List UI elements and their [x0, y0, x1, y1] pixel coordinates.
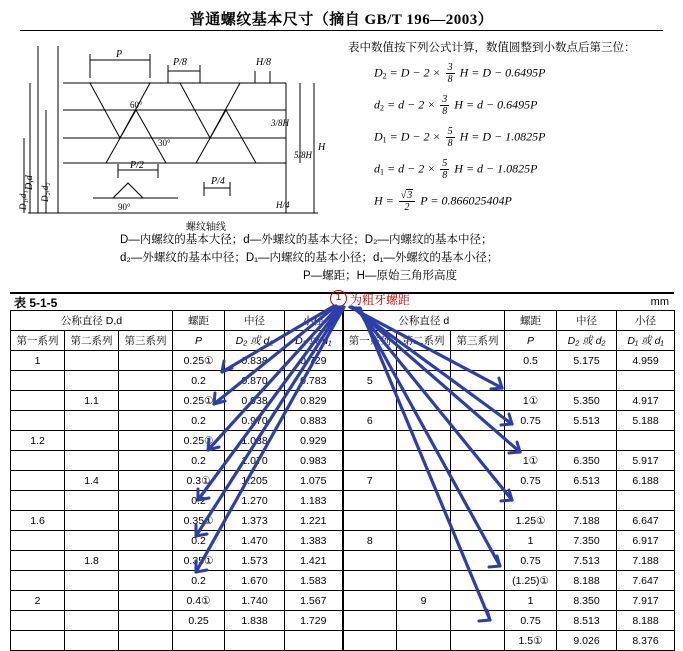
cell-series1-right — [343, 351, 397, 371]
cell-series2-left — [65, 371, 119, 391]
cell-series2-right — [397, 491, 451, 511]
table-row — [11, 391, 675, 411]
cell-pitch-left: 0.35① — [173, 511, 225, 531]
cell-pitch-left: 0.2 — [173, 411, 225, 431]
cell-minor-left: 1.583 — [285, 571, 343, 591]
header-pitch-right: 螺距 — [505, 311, 557, 331]
table-row — [11, 491, 675, 511]
header-series1-right: 第一系列 — [343, 331, 397, 351]
header-minor-sym-left: D₁ 或 d₁ — [285, 331, 343, 351]
cell-series2-right — [397, 551, 451, 571]
cell-series3-left — [119, 451, 173, 471]
svg-text:D₂,d₂: D₂,d₂ — [40, 182, 50, 202]
cell-pitch-left: 0.2 — [173, 451, 225, 471]
svg-text:P/8: P/8 — [173, 57, 187, 68]
cell-series3-right — [451, 551, 505, 571]
cell-mid-left: 1.070 — [225, 451, 285, 471]
cell-pitch-right: 0.5 — [505, 351, 557, 371]
cell-minor-left: 0.983 — [285, 451, 343, 471]
cell-mid-left: 1.470 — [225, 531, 285, 551]
cell-series2-right — [397, 391, 451, 411]
cell-series2-left — [65, 531, 119, 551]
legend-line-2: d₂—外螺纹的基本中径；D₁—内螺纹的基本小径；d₁—外螺纹的基本小径； — [120, 251, 499, 264]
cell-series2-left: 1.4 — [65, 471, 119, 491]
cell-pitch-left: 0.2 — [173, 531, 225, 551]
cell-series1-left: 2 — [11, 591, 65, 611]
cell-mid-right: 9.026 — [557, 631, 617, 651]
cell-minor-left: 0.783 — [285, 371, 343, 391]
cell-mid-right: 6.513 — [557, 471, 617, 491]
thread-profile-figure — [18, 38, 338, 233]
thread-dimension-table — [10, 310, 675, 651]
cell-series3-left — [119, 411, 173, 431]
cell-series1-right — [343, 511, 397, 531]
header-group-right: 公称直径 d — [343, 311, 505, 331]
cell-series1-right — [343, 571, 397, 591]
cell-pitch-right: 1 — [505, 531, 557, 551]
cell-minor-right: 8.376 — [617, 631, 675, 651]
svg-text:螺纹轴线: 螺纹轴线 — [186, 222, 226, 233]
cell-series2-left — [65, 431, 119, 451]
formula-D1: $D_1 = D - 2$ × $\frac{5}{8}$ H = D − 1.0825P — [374, 126, 546, 150]
svg-text:90°: 90° — [118, 202, 131, 212]
cell-minor-right: 5.188 — [617, 411, 675, 431]
table-header-row-1 — [11, 311, 675, 331]
header-mid-sym-right: D₂ 或 d₂ — [557, 331, 617, 351]
table-row — [11, 631, 675, 651]
cell-minor-right — [617, 491, 675, 511]
header-minor-sym-right: D₁ 或 d₁ — [617, 331, 675, 351]
cell-mid-left: 1.740 — [225, 591, 285, 611]
cell-series3-right — [451, 471, 505, 491]
cell-series2-left: 1.1 — [65, 391, 119, 411]
cell-series2-right — [397, 631, 451, 651]
cell-series3-right — [451, 451, 505, 471]
cell-series1-right — [343, 591, 397, 611]
svg-text:D₁,d₁: D₁,d₁ — [18, 190, 28, 210]
cell-mid-right: 6.350 — [557, 451, 617, 471]
cell-series1-right: 6 — [343, 411, 397, 431]
legend-line-3: P—螺距；H—原始三角形高度 — [303, 269, 457, 282]
header-pitch-sym-right: P — [505, 331, 557, 351]
cell-series3-right — [451, 631, 505, 651]
svg-text:P/4: P/4 — [211, 176, 225, 187]
cell-series3-left — [119, 591, 173, 611]
cell-series2-right — [397, 531, 451, 551]
cell-series1-left — [11, 471, 65, 491]
cell-minor-left: 1.729 — [285, 611, 343, 631]
cell-minor-right: 7.188 — [617, 551, 675, 571]
cell-series1-right — [343, 391, 397, 411]
table-body — [11, 351, 675, 651]
cell-pitch-left — [173, 631, 225, 651]
cell-mid-left — [225, 631, 285, 651]
svg-text:H/4: H/4 — [276, 200, 290, 210]
cell-minor-right — [617, 431, 675, 451]
table-header-row-2 — [11, 331, 675, 351]
cell-series2-left — [65, 611, 119, 631]
cell-series3-left — [119, 491, 173, 511]
cell-series2-right — [397, 431, 451, 451]
cell-pitch-right: 0.75 — [505, 551, 557, 571]
formula-H: H = $\frac{√3}{2}$ P = 0.866025404P — [374, 190, 512, 214]
cell-series1-left — [11, 631, 65, 651]
table-row — [11, 551, 675, 571]
cell-minor-left: 1.075 — [285, 471, 343, 491]
cell-minor-left: 1.221 — [285, 511, 343, 531]
cell-series1-left — [11, 491, 65, 511]
cell-minor-right: 7.917 — [617, 591, 675, 611]
cell-minor-left: 0.929 — [285, 431, 343, 451]
svg-text:D,d: D,d — [24, 175, 35, 190]
cell-series3-right — [451, 391, 505, 411]
cell-series3-left — [119, 611, 173, 631]
cell-series3-left — [119, 351, 173, 371]
cell-series3-right — [451, 591, 505, 611]
cell-series1-right — [343, 551, 397, 571]
cell-minor-left: 1.567 — [285, 591, 343, 611]
header-series3-right: 第三系列 — [451, 331, 505, 351]
formula-D2: $D_2 = D - 2$ × $\frac{3}{8}$ H = D − 0.6495P — [374, 62, 546, 86]
svg-text:5/8H: 5/8H — [294, 150, 312, 160]
svg-text:3/8H: 3/8H — [271, 118, 289, 128]
cell-minor-right: 6.917 — [617, 531, 675, 551]
cell-series1-left: 1 — [11, 351, 65, 371]
table-row — [11, 511, 675, 531]
table-row — [11, 371, 675, 391]
cell-minor-right: 6.647 — [617, 511, 675, 531]
cell-series3-left — [119, 571, 173, 591]
cell-series2-left — [65, 491, 119, 511]
svg-text:H/8: H/8 — [256, 57, 271, 68]
header-series2-right: 第二系列 — [397, 331, 451, 351]
cell-series1-right — [343, 611, 397, 631]
cell-mid-left: 1.373 — [225, 511, 285, 531]
cell-pitch-right: 1.25① — [505, 511, 557, 531]
cell-minor-right — [617, 371, 675, 391]
header-mid-right: 中径 — [557, 311, 617, 331]
cell-mid-right: 7.188 — [557, 511, 617, 531]
cell-mid-left: 0.870 — [225, 371, 285, 391]
cell-pitch-left: 0.35① — [173, 551, 225, 571]
cell-series1-left: 1.6 — [11, 511, 65, 531]
cell-mid-right: 7.513 — [557, 551, 617, 571]
cell-series1-right: 8 — [343, 531, 397, 551]
cell-pitch-right — [505, 371, 557, 391]
svg-text:H: H — [318, 142, 326, 153]
cell-series3-right — [451, 411, 505, 431]
cell-pitch-left: 0.3① — [173, 471, 225, 491]
cell-minor-right: 5.917 — [617, 451, 675, 471]
cell-series3-right — [451, 491, 505, 511]
table-row — [11, 571, 675, 591]
cell-series1-left — [11, 571, 65, 591]
annotation-text: 为粗牙螺距 — [350, 293, 411, 307]
cell-series2-right — [397, 371, 451, 391]
cell-series1-right — [343, 451, 397, 471]
cell-minor-right: 4.917 — [617, 391, 675, 411]
header-series3-left: 第三系列 — [119, 331, 173, 351]
cell-series2-right — [397, 451, 451, 471]
header-series2-left: 第二系列 — [65, 331, 119, 351]
cell-pitch-left: 0.4① — [173, 591, 225, 611]
cell-series1-left — [11, 411, 65, 431]
cell-minor-right: 6.188 — [617, 471, 675, 491]
cell-pitch-right: 1① — [505, 451, 557, 471]
cell-series2-left — [65, 451, 119, 471]
cell-series2-right — [397, 471, 451, 491]
cell-pitch-right: 1① — [505, 391, 557, 411]
cell-series1-right — [343, 431, 397, 451]
cell-series1-left — [11, 451, 65, 471]
formula-d1: $d_1 = d - 2$ × $\frac{5}{8}$ H = d − 1.0825P — [374, 158, 538, 182]
cell-series2-left — [65, 351, 119, 371]
header-minor-left: 小径 — [285, 311, 343, 331]
cell-series1-left — [11, 551, 65, 571]
table-unit: mm — [650, 296, 669, 308]
cell-series2-right — [397, 511, 451, 531]
cell-series1-left: 1.2 — [11, 431, 65, 451]
cell-series1-left — [11, 371, 65, 391]
svg-text:P/2: P/2 — [130, 160, 144, 171]
title-divider — [20, 30, 663, 31]
cell-series3-left — [119, 631, 173, 651]
cell-minor-right: 4.959 — [617, 351, 675, 371]
cell-series2-right — [397, 571, 451, 591]
cell-minor-right: 7.647 — [617, 571, 675, 591]
cell-pitch-left: 0.2 — [173, 371, 225, 391]
cell-series2-right: 9 — [397, 591, 451, 611]
cell-mid-left: 0.838 — [225, 351, 285, 371]
cell-series2-right — [397, 351, 451, 371]
cell-minor-left — [285, 631, 343, 651]
cell-mid-left: 1.573 — [225, 551, 285, 571]
formula-block — [348, 40, 668, 222]
cell-mid-left: 1.038 — [225, 431, 285, 451]
cell-series1-right — [343, 491, 397, 511]
cell-series3-left — [119, 371, 173, 391]
cell-series2-left: 1.8 — [65, 551, 119, 571]
cell-minor-left: 0.729 — [285, 351, 343, 371]
cell-pitch-left: 0.25 — [173, 611, 225, 631]
cell-series3-right — [451, 611, 505, 631]
cell-pitch-right: 1 — [505, 591, 557, 611]
cell-series3-right — [451, 531, 505, 551]
table-row — [11, 591, 675, 611]
annotation-marker: 1 — [330, 290, 347, 307]
table-row — [11, 471, 675, 491]
cell-minor-left: 0.883 — [285, 411, 343, 431]
cell-mid-right — [557, 491, 617, 511]
cell-mid-left: 0.938 — [225, 391, 285, 411]
cell-pitch-right: 0.75 — [505, 611, 557, 631]
cell-series2-left — [65, 511, 119, 531]
table-row — [11, 411, 675, 431]
table-row — [11, 611, 675, 631]
cell-mid-left: 1.838 — [225, 611, 285, 631]
cell-minor-left: 0.829 — [285, 391, 343, 411]
cell-series3-left — [119, 391, 173, 411]
cell-mid-left: 1.270 — [225, 491, 285, 511]
svg-text:30°: 30° — [158, 138, 171, 148]
symbol-legend — [120, 232, 640, 285]
cell-series2-left — [65, 591, 119, 611]
cell-pitch-right: 0.75 — [505, 471, 557, 491]
header-series1-left: 第一系列 — [11, 331, 65, 351]
table-row — [11, 431, 675, 451]
legend-line-1: D—内螺纹的基本大径；d—外螺纹的基本大径；D₂—内螺纹的基本中径； — [120, 234, 493, 246]
header-pitch-sym-left: P — [173, 331, 225, 351]
cell-pitch-right: (1.25)① — [505, 571, 557, 591]
cell-series3-left — [119, 551, 173, 571]
cell-mid-left: 1.205 — [225, 471, 285, 491]
svg-text:P: P — [116, 49, 123, 60]
cell-mid-left: 0.970 — [225, 411, 285, 431]
cell-pitch-right: 1.5① — [505, 631, 557, 651]
cell-minor-right: 8.188 — [617, 611, 675, 631]
cell-series1-left — [11, 531, 65, 551]
cell-series2-right — [397, 411, 451, 431]
page-title: 普通螺纹基本尺寸（摘自 GB/T 196—2003） — [189, 12, 494, 28]
cell-series1-right: 5 — [343, 371, 397, 391]
header-pitch-left: 螺距 — [173, 311, 225, 331]
cell-mid-right: 5.513 — [557, 411, 617, 431]
cell-series1-left — [11, 611, 65, 631]
cell-series1-right — [343, 631, 397, 651]
cell-pitch-left: 0.2 — [173, 491, 225, 511]
cell-series3-right — [451, 571, 505, 591]
cell-series2-left — [65, 631, 119, 651]
cell-series2-left — [65, 411, 119, 431]
cell-pitch-right — [505, 491, 557, 511]
cell-mid-right — [557, 371, 617, 391]
cell-pitch-right: 0.75 — [505, 411, 557, 431]
cell-mid-left: 1.670 — [225, 571, 285, 591]
cell-series3-right — [451, 371, 505, 391]
cell-series2-left — [65, 571, 119, 591]
cell-pitch-left: 0.25① — [173, 431, 225, 451]
cell-series3-right — [451, 351, 505, 371]
cell-series3-left — [119, 531, 173, 551]
table-row — [11, 531, 675, 551]
cell-mid-right: 8.350 — [557, 591, 617, 611]
cell-mid-right: 7.350 — [557, 531, 617, 551]
header-mid-sym-left: D₂ 或 d₂ — [225, 331, 285, 351]
cell-minor-left: 1.383 — [285, 531, 343, 551]
cell-pitch-left: 0.2 — [173, 571, 225, 591]
header-minor-right: 小径 — [617, 311, 675, 331]
cell-mid-right: 8.513 — [557, 611, 617, 631]
svg-text:60°: 60° — [130, 100, 143, 110]
cell-mid-right — [557, 431, 617, 451]
cell-series3-right — [451, 511, 505, 531]
formula-d2: $d_2 = d - 2$ × $\frac{3}{8}$ H = d − 0.6495P — [374, 94, 538, 118]
table-number: 表 5-1-5 — [14, 296, 58, 310]
header-group-left: 公称直径 D,d — [11, 311, 173, 331]
cell-series3-left — [119, 511, 173, 531]
cell-minor-left: 1.183 — [285, 491, 343, 511]
cell-series1-left — [11, 391, 65, 411]
formula-lead: 表中数值按下列公式计算，数值圆整到小数点后第三位： — [348, 42, 636, 54]
cell-pitch-left: 0.25① — [173, 351, 225, 371]
cell-series3-left — [119, 471, 173, 491]
cell-mid-right: 5.350 — [557, 391, 617, 411]
cell-series1-right: 7 — [343, 471, 397, 491]
header-mid-left: 中径 — [225, 311, 285, 331]
cell-mid-right: 5.175 — [557, 351, 617, 371]
table-row — [11, 351, 675, 371]
cell-pitch-right — [505, 431, 557, 451]
cell-series3-left — [119, 431, 173, 451]
cell-pitch-left: 0.25① — [173, 391, 225, 411]
cell-minor-left: 1.421 — [285, 551, 343, 571]
table-row — [11, 451, 675, 471]
cell-series2-right — [397, 611, 451, 631]
cell-mid-right: 8.188 — [557, 571, 617, 591]
cell-series3-right — [451, 431, 505, 451]
